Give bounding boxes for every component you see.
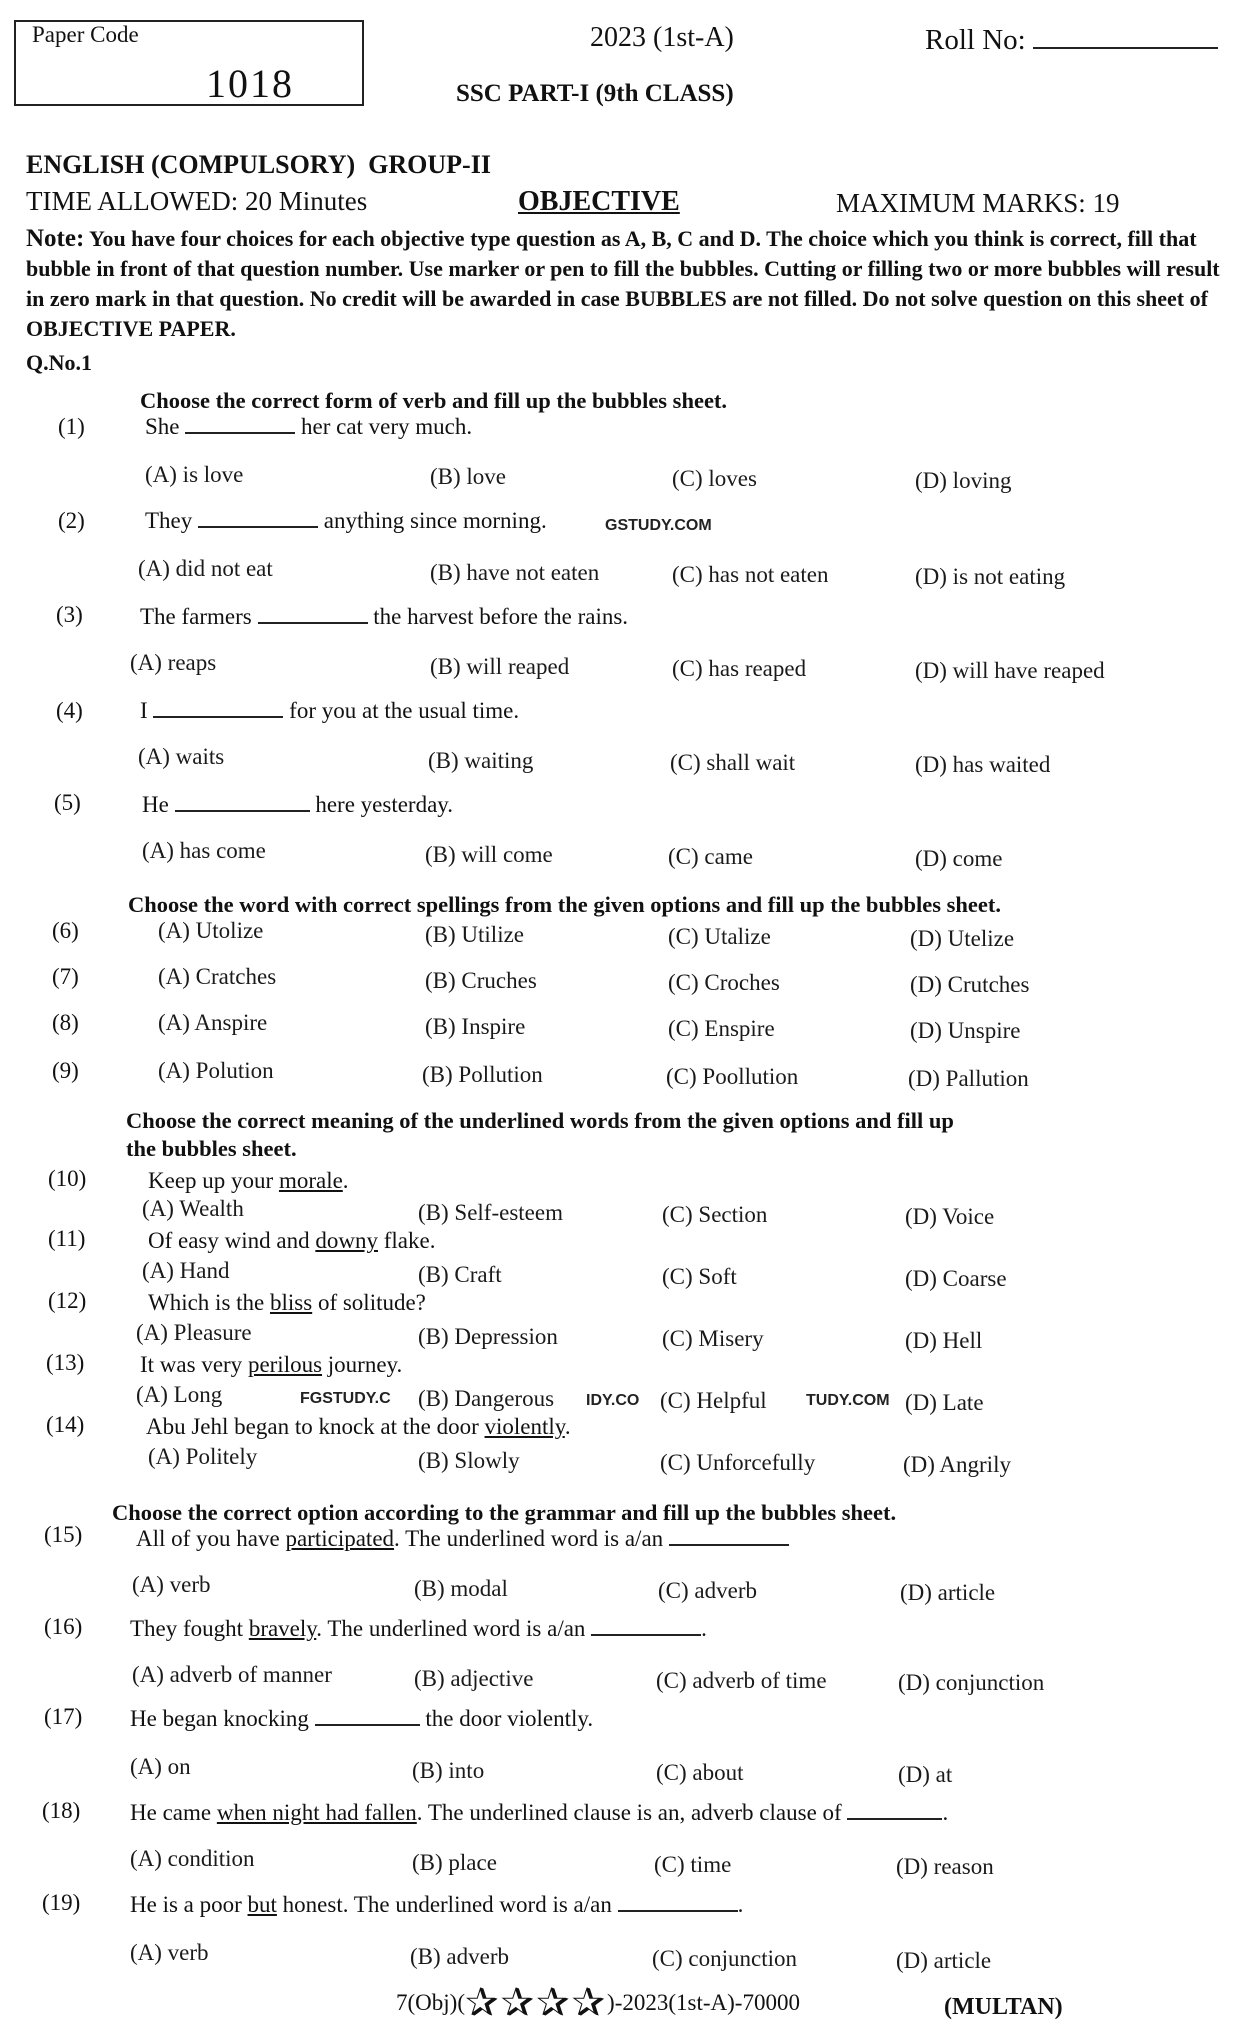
question-text: Keep up your morale. <box>148 1168 349 1193</box>
option-b: (B) modal <box>414 1576 508 1601</box>
question-num: (5) <box>54 790 81 815</box>
question-text: They fought bravely. The underlined word is a/an . <box>130 1616 707 1641</box>
question-num: (10) <box>48 1166 87 1191</box>
option-a: (A) Long <box>136 1382 223 1407</box>
option-b: (B) into <box>412 1758 485 1783</box>
question-num: (13) <box>46 1350 85 1375</box>
option-d: (D) Angrily <box>903 1452 1011 1477</box>
answer-blank <box>315 1723 420 1726</box>
option-d: (D) reason <box>896 1854 994 1879</box>
question-text: He came when night had fallen. The underlined clause is an, adverb clause of . <box>130 1800 949 1825</box>
roll-no-label: Roll No: <box>925 24 1026 56</box>
option-c: (C) Unforcefully <box>660 1450 816 1475</box>
option-a: (A) Utolize <box>158 918 264 943</box>
underlined-word: participated <box>285 1526 395 1551</box>
option-c: (C) Utalize <box>668 924 771 949</box>
session: 2023 (1st-A) <box>590 22 734 53</box>
answer-blank <box>669 1543 789 1546</box>
option-a: (A) did not eat <box>138 556 273 581</box>
question-num: (3) <box>56 602 83 627</box>
option-c: (C) has not eaten <box>672 562 829 587</box>
option-a: (A) Politely <box>148 1444 258 1469</box>
section-title-meanings: Choose the correct meaning of the underlined words from the given options and fill up <box>126 1108 954 1133</box>
option-d: (D) is not eating <box>915 564 1066 589</box>
question-text: It was very perilous journey. <box>140 1352 403 1377</box>
option-a: (A) Hand <box>142 1258 230 1283</box>
section-title-verb-forms: Choose the correct form of verb and fill up the bubbles sheet. <box>140 388 728 413</box>
option-d: (D) at <box>898 1762 953 1787</box>
option-d: (D) Hell <box>905 1328 983 1353</box>
time-allowed: TIME ALLOWED: 20 Minutes <box>26 186 368 216</box>
question-num: (4) <box>56 698 83 723</box>
underlined-word: perilous <box>247 1352 323 1377</box>
option-a: (A) on <box>130 1754 191 1779</box>
question-num: (7) <box>52 964 79 989</box>
answer-blank <box>618 1909 738 1912</box>
subject: ENGLISH (COMPULSORY) <box>26 150 356 179</box>
option-a: (A) has come <box>142 838 266 863</box>
option-d: (D) Crutches <box>910 972 1030 997</box>
question-num: (18) <box>42 1798 81 1823</box>
option-a: (A) verb <box>132 1572 211 1597</box>
section-title-spellings: Choose the word with correct spellings from the given options and fill up the bubbles sheet. <box>128 892 1001 917</box>
roll-no-blank <box>1033 46 1218 49</box>
section-title-meanings-cont: the bubbles sheet. <box>126 1136 297 1161</box>
footer-code-suffix: )-2023(1st-A)-70000 <box>607 1990 800 2015</box>
option-d: (D) Pallution <box>908 1066 1029 1091</box>
option-c: (C) about <box>656 1760 744 1785</box>
answer-blank <box>258 621 368 624</box>
option-b: (B) Inspire <box>425 1014 526 1039</box>
question-text: They anything since morning. <box>145 508 547 533</box>
option-b: (B) adverb <box>410 1944 509 1969</box>
answer-blank <box>198 525 318 528</box>
option-c: (C) adverb of time <box>656 1668 827 1693</box>
option-a: (A) Polution <box>158 1058 274 1083</box>
question-text: The farmers the harvest before the rains. <box>140 604 629 629</box>
note-label: Note: <box>26 225 85 252</box>
option-a: (A) Cratches <box>158 964 277 989</box>
section-title-grammar: Choose the correct option according to the grammar and fill up the bubbles sheet. <box>112 1500 897 1525</box>
option-d: (D) come <box>915 846 1003 871</box>
option-c: (C) has reaped <box>672 656 807 681</box>
option-d: (D) loving <box>915 468 1012 493</box>
option-b: (B) Utilize <box>425 922 524 947</box>
option-c: (C) shall wait <box>670 750 796 775</box>
option-c: (C) Soft <box>662 1264 737 1289</box>
option-c: (C) conjunction <box>652 1946 797 1971</box>
question-text: He began knocking the door violently. <box>130 1706 594 1731</box>
watermark: IDY.CO <box>586 1392 640 1409</box>
option-c: (C) Croches <box>668 970 780 995</box>
option-b: (B) Dangerous <box>418 1386 555 1411</box>
question-num: (6) <box>52 918 79 943</box>
question-text: I for you at the usual time. <box>140 698 520 723</box>
question-num: (16) <box>44 1614 83 1639</box>
option-c: (C) loves <box>672 466 757 491</box>
option-a: (A) is love <box>145 462 244 487</box>
underlined-word: violently <box>484 1414 565 1439</box>
option-b: (B) have not eaten <box>430 560 600 585</box>
max-marks: MAXIMUM MARKS: 19 <box>836 188 1120 218</box>
class-line: SSC PART-I (9th CLASS) <box>456 80 734 107</box>
option-d: (D) has waited <box>915 752 1051 777</box>
option-a: (A) verb <box>130 1940 209 1965</box>
underlined-word: morale <box>278 1168 343 1193</box>
option-c: (C) came <box>668 844 753 869</box>
underlined-word: downy <box>315 1228 378 1253</box>
option-a: (A) reaps <box>130 650 217 675</box>
option-b: (B) waiting <box>428 748 534 773</box>
paper-code-box <box>14 20 364 106</box>
option-d: (D) Utelize <box>910 926 1015 951</box>
option-a: (A) condition <box>130 1846 255 1871</box>
option-b: (B) adjective <box>414 1666 534 1691</box>
option-a: (A) Pleasure <box>136 1320 252 1345</box>
paper-code-value: 1018 <box>206 61 294 106</box>
answer-blank <box>847 1817 942 1820</box>
option-d: (D) Unspire <box>910 1018 1021 1043</box>
paper-code-label: Paper Code <box>32 22 139 47</box>
question-num: (17) <box>44 1704 83 1729</box>
option-b: (B) Depression <box>418 1324 558 1349</box>
question-text: Which is the bliss of solitude? <box>148 1290 426 1315</box>
question-num: (12) <box>48 1288 87 1313</box>
option-d: (D) Coarse <box>905 1266 1007 1291</box>
option-c: (C) Poollution <box>666 1064 799 1089</box>
underlined-clause: when night had fallen <box>216 1800 417 1825</box>
board-name: (MULTAN) <box>944 1994 1063 2020</box>
option-c: (C) Enspire <box>668 1016 775 1041</box>
question-text: Abu Jehl began to knock at the door violently. <box>146 1414 571 1439</box>
question-text: She her cat very much. <box>145 414 473 439</box>
option-d: (D) article <box>900 1580 996 1605</box>
question-text: All of you have participated. The underlined word is a/an <box>136 1526 789 1552</box>
option-b: (B) will reaped <box>430 654 570 679</box>
option-a: (A) Anspire <box>158 1010 268 1035</box>
answer-blank <box>185 431 295 434</box>
option-d: (D) conjunction <box>898 1670 1045 1695</box>
option-b: (B) will come <box>425 842 553 867</box>
option-b: (B) Pollution <box>422 1062 543 1087</box>
paper-type: OBJECTIVE <box>518 186 680 217</box>
question-num: (8) <box>52 1010 79 1035</box>
question-num: (14) <box>46 1412 85 1437</box>
underlined-word: bravely <box>248 1616 317 1641</box>
instructions-note <box>26 224 1241 344</box>
option-c: (C) Misery <box>662 1326 764 1351</box>
question-num: (15) <box>44 1522 83 1547</box>
question-text: He is a poor but honest. The underlined word is a/an . <box>130 1892 744 1917</box>
footer-code <box>396 1980 800 2025</box>
option-a: (A) waits <box>138 744 225 769</box>
option-b: (B) Self-esteem <box>418 1200 563 1225</box>
question-num: (11) <box>48 1226 86 1251</box>
question-text: He here yesterday. <box>142 792 454 817</box>
option-b: (B) love <box>430 464 507 489</box>
option-b: (B) Craft <box>418 1262 502 1287</box>
option-d: (D) Late <box>905 1390 984 1415</box>
group: GROUP-II <box>368 150 491 179</box>
question-num: (2) <box>58 508 85 533</box>
option-c: (C) adverb <box>658 1578 757 1603</box>
option-b: (B) Slowly <box>418 1448 520 1473</box>
question-text: Of easy wind and downy flake. <box>148 1228 436 1253</box>
answer-blank <box>175 809 310 812</box>
question-number: Q.No.1 <box>26 350 92 375</box>
roll-no-field <box>925 24 1218 57</box>
watermark: TUDY.COM <box>806 1392 890 1409</box>
question-num: (9) <box>52 1058 79 1083</box>
question-num: (19) <box>42 1890 81 1915</box>
option-c: (C) Helpful <box>660 1388 767 1413</box>
option-b: (B) place <box>412 1850 497 1875</box>
note-text: You have four choices for each objective type question as A, B, C and D. The choice which you think is correct, fill that bubble in front of that question number. Use marker or pen to fill the bubbles. Cutting or filling two or more bubbles will result in zero mark in that question. No credit will be awarded in case BUBBLES are not filled. Do not solve question on this sheet of OBJECTIVE PAPER. <box>26 226 1220 341</box>
question-num: (1) <box>58 414 85 439</box>
option-c: (C) time <box>654 1852 732 1877</box>
option-c: (C) Section <box>662 1202 768 1227</box>
option-d: (D) article <box>896 1948 992 1973</box>
option-a: (A) adverb of manner <box>132 1662 332 1687</box>
option-d: (D) will have reaped <box>915 658 1105 683</box>
star-icons: ✰✰✰✰ <box>464 1980 608 2025</box>
watermark: GSTUDY.COM <box>605 517 712 534</box>
answer-blank <box>591 1633 701 1636</box>
option-d: (D) Voice <box>905 1204 995 1229</box>
underlined-word: but <box>247 1892 277 1917</box>
underlined-word: bliss <box>270 1290 313 1315</box>
option-a: (A) Wealth <box>142 1196 244 1221</box>
option-b: (B) Cruches <box>425 968 537 993</box>
answer-blank <box>153 715 283 718</box>
footer-code-prefix: 7(Obj)( <box>396 1990 465 2015</box>
watermark: FGSTUDY.C <box>300 1390 391 1407</box>
subject-line <box>26 150 491 180</box>
